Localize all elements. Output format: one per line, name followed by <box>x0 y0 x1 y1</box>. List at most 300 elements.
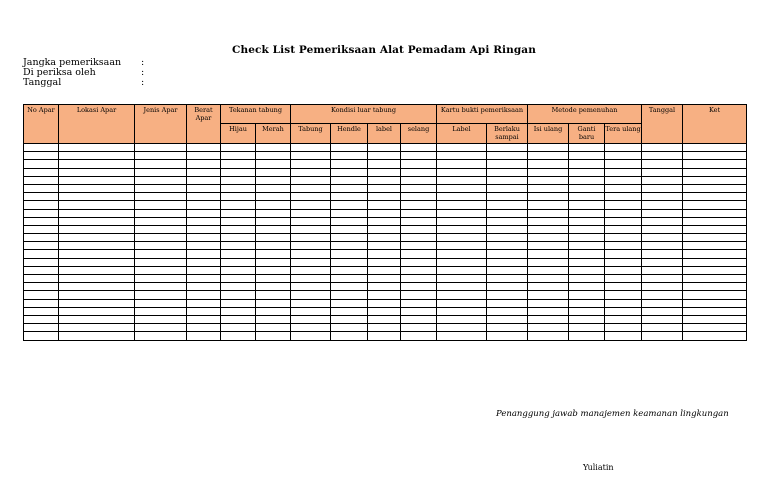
table-row <box>24 283 747 291</box>
table-row <box>24 217 747 225</box>
table-cell <box>683 291 747 299</box>
table-cell <box>24 315 59 323</box>
table-cell <box>437 283 487 291</box>
table-cell <box>401 217 437 225</box>
table-cell <box>683 283 747 291</box>
table-cell <box>24 152 59 160</box>
table-cell <box>401 332 437 340</box>
table-cell <box>437 299 487 307</box>
table-cell <box>642 250 683 258</box>
table-cell <box>24 201 59 209</box>
table-cell <box>221 176 256 184</box>
table-cell <box>528 324 569 332</box>
table-cell <box>24 225 59 233</box>
table-cell <box>487 152 528 160</box>
table-cell <box>368 193 401 201</box>
header-tekanan: Tekanan tabung <box>221 105 291 124</box>
table-cell <box>642 176 683 184</box>
table-cell <box>528 209 569 217</box>
table-cell <box>291 193 331 201</box>
table-cell <box>528 234 569 242</box>
table-cell <box>331 266 368 274</box>
table-cell <box>642 291 683 299</box>
table-cell <box>569 234 605 242</box>
table-cell <box>401 168 437 176</box>
subheader-tera-ulang: Tera ulang <box>605 124 642 144</box>
table-row <box>24 176 747 184</box>
table-cell <box>331 193 368 201</box>
table-cell <box>528 250 569 258</box>
table-cell <box>437 184 487 192</box>
table-cell <box>135 168 187 176</box>
table-cell <box>401 209 437 217</box>
table-cell <box>437 193 487 201</box>
table-cell <box>331 201 368 209</box>
table-cell <box>256 184 291 192</box>
table-cell <box>331 324 368 332</box>
table-cell <box>331 209 368 217</box>
table-cell <box>437 234 487 242</box>
table-row <box>24 225 747 233</box>
table-cell <box>437 225 487 233</box>
table-cell <box>401 225 437 233</box>
table-cell <box>528 291 569 299</box>
table-cell <box>291 168 331 176</box>
table-cell <box>642 242 683 250</box>
table-cell <box>528 275 569 283</box>
checklist-table <box>23 104 747 341</box>
table-cell <box>569 291 605 299</box>
table-cell <box>368 242 401 250</box>
table-cell <box>642 266 683 274</box>
table-cell <box>368 234 401 242</box>
table-cell <box>642 234 683 242</box>
table-cell <box>437 201 487 209</box>
table-cell <box>256 258 291 266</box>
table-row <box>24 168 747 176</box>
table-cell <box>642 209 683 217</box>
table-cell <box>487 168 528 176</box>
table-cell <box>256 160 291 168</box>
table-cell <box>683 315 747 323</box>
table-cell <box>256 234 291 242</box>
subheader-tabung: Tabung <box>291 124 331 144</box>
table-cell <box>437 160 487 168</box>
table-cell <box>569 275 605 283</box>
table-cell <box>368 266 401 274</box>
table-cell <box>135 291 187 299</box>
table-cell <box>487 266 528 274</box>
table-cell <box>605 217 642 225</box>
table-cell <box>24 160 59 168</box>
table-cell <box>59 144 135 152</box>
table-cell <box>401 144 437 152</box>
table-cell <box>368 258 401 266</box>
table-cell <box>368 209 401 217</box>
table-cell <box>368 176 401 184</box>
table-cell <box>569 250 605 258</box>
table-row <box>24 299 747 307</box>
table-cell <box>291 332 331 340</box>
table-cell <box>24 176 59 184</box>
table-cell <box>528 242 569 250</box>
table-cell <box>437 332 487 340</box>
table-cell <box>437 242 487 250</box>
table-cell <box>569 209 605 217</box>
table-cell <box>221 201 256 209</box>
table-cell <box>59 176 135 184</box>
table-cell <box>135 209 187 217</box>
table-cell <box>487 324 528 332</box>
table-cell <box>487 217 528 225</box>
table-cell <box>642 160 683 168</box>
table-cell <box>24 283 59 291</box>
table-cell <box>368 332 401 340</box>
table-cell <box>256 299 291 307</box>
table-cell <box>437 250 487 258</box>
table-cell <box>256 217 291 225</box>
table-cell <box>221 266 256 274</box>
table-cell <box>291 299 331 307</box>
table-cell <box>569 193 605 201</box>
table-cell <box>331 275 368 283</box>
table-cell <box>135 176 187 184</box>
table-cell <box>221 242 256 250</box>
table-cell <box>221 332 256 340</box>
table-cell <box>437 209 487 217</box>
table-cell <box>187 275 221 283</box>
table-row <box>24 324 747 332</box>
table-cell <box>487 315 528 323</box>
table-cell <box>605 307 642 315</box>
table-cell <box>331 217 368 225</box>
table-cell <box>569 144 605 152</box>
table-cell <box>569 152 605 160</box>
table-cell <box>221 315 256 323</box>
responsible-party-label: Penanggung jawab manajemen keamanan lingkungan <box>496 409 729 419</box>
table-cell <box>528 152 569 160</box>
table-cell <box>401 234 437 242</box>
table-cell <box>642 315 683 323</box>
table-cell <box>642 258 683 266</box>
table-cell <box>528 315 569 323</box>
table-cell <box>683 234 747 242</box>
table-cell <box>187 258 221 266</box>
table-cell <box>605 332 642 340</box>
table-cell <box>528 266 569 274</box>
table-cell <box>437 291 487 299</box>
table-cell <box>683 250 747 258</box>
table-cell <box>291 201 331 209</box>
table-cell <box>187 209 221 217</box>
table-cell <box>683 193 747 201</box>
table-cell <box>135 234 187 242</box>
table-cell <box>256 266 291 274</box>
table-cell <box>368 307 401 315</box>
table-cell <box>331 242 368 250</box>
table-cell <box>569 307 605 315</box>
table-row <box>24 144 747 152</box>
table-cell <box>642 283 683 291</box>
table-cell <box>59 324 135 332</box>
table-cell <box>528 258 569 266</box>
table-cell <box>642 152 683 160</box>
table-cell <box>401 242 437 250</box>
field-period-colon: : <box>141 57 145 68</box>
table-cell <box>187 217 221 225</box>
table-cell <box>569 324 605 332</box>
table-cell <box>401 315 437 323</box>
table-cell <box>24 144 59 152</box>
table-cell <box>683 266 747 274</box>
table-cell <box>569 315 605 323</box>
table-cell <box>605 283 642 291</box>
table-cell <box>135 283 187 291</box>
table-cell <box>187 315 221 323</box>
table-cell <box>187 225 221 233</box>
table-cell <box>528 201 569 209</box>
table-cell <box>605 152 642 160</box>
table-cell <box>605 193 642 201</box>
table-cell <box>401 275 437 283</box>
table-cell <box>605 291 642 299</box>
table-cell <box>187 291 221 299</box>
table-cell <box>605 184 642 192</box>
table-cell <box>487 242 528 250</box>
header-metode: Metode pemenuhan <box>528 105 642 124</box>
table-cell <box>291 144 331 152</box>
table-cell <box>187 144 221 152</box>
table-cell <box>24 332 59 340</box>
table-cell <box>256 176 291 184</box>
table-cell <box>487 144 528 152</box>
table-cell <box>487 332 528 340</box>
table-cell <box>256 201 291 209</box>
table-cell <box>59 201 135 209</box>
table-cell <box>642 299 683 307</box>
table-cell <box>187 299 221 307</box>
table-row <box>24 307 747 315</box>
table-cell <box>683 144 747 152</box>
table-cell <box>291 234 331 242</box>
table-cell <box>221 217 256 225</box>
table-cell <box>331 283 368 291</box>
field-date <box>23 78 223 88</box>
table-cell <box>135 332 187 340</box>
table-cell <box>221 299 256 307</box>
page-title: Check List Pemeriksaan Alat Pemadam Api Ringan <box>232 44 536 56</box>
table-cell <box>221 160 256 168</box>
table-cell <box>187 193 221 201</box>
table-cell <box>291 266 331 274</box>
table-cell <box>605 209 642 217</box>
table-cell <box>368 324 401 332</box>
table-cell <box>187 184 221 192</box>
table-cell <box>487 283 528 291</box>
table-cell <box>528 307 569 315</box>
table-cell <box>187 266 221 274</box>
table-cell <box>135 275 187 283</box>
table-cell <box>331 307 368 315</box>
table-cell <box>569 217 605 225</box>
subheader-merah: Merah <box>256 124 291 144</box>
header-berat: Berat Apar <box>187 105 221 144</box>
table-cell <box>368 275 401 283</box>
table-cell <box>605 225 642 233</box>
table-cell <box>331 250 368 258</box>
table-cell <box>331 144 368 152</box>
table-cell <box>487 160 528 168</box>
table-cell <box>291 225 331 233</box>
table-cell <box>528 176 569 184</box>
table-cell <box>368 201 401 209</box>
table-cell <box>401 250 437 258</box>
table-cell <box>569 225 605 233</box>
table-cell <box>135 152 187 160</box>
table-cell <box>291 160 331 168</box>
table-cell <box>437 307 487 315</box>
table-cell <box>683 242 747 250</box>
subheader-hijau: Hijau <box>221 124 256 144</box>
table-cell <box>368 184 401 192</box>
table-cell <box>59 307 135 315</box>
table-cell <box>59 275 135 283</box>
table-cell <box>437 275 487 283</box>
table-cell <box>24 168 59 176</box>
table-cell <box>642 332 683 340</box>
table-cell <box>187 152 221 160</box>
table-cell <box>401 160 437 168</box>
table-cell <box>683 258 747 266</box>
signer-name: Yuliatin <box>583 463 614 472</box>
subheader-ganti-baru: Ganti baru <box>569 124 605 144</box>
table-cell <box>368 291 401 299</box>
table-cell <box>528 299 569 307</box>
table-cell <box>59 315 135 323</box>
table-cell <box>331 315 368 323</box>
table-cell <box>487 193 528 201</box>
table-cell <box>401 258 437 266</box>
table-cell <box>221 225 256 233</box>
table-cell <box>331 168 368 176</box>
table-cell <box>135 201 187 209</box>
table-cell <box>291 152 331 160</box>
table-cell <box>368 152 401 160</box>
table-cell <box>487 225 528 233</box>
table-cell <box>642 217 683 225</box>
table-cell <box>256 144 291 152</box>
table-cell <box>135 217 187 225</box>
table-cell <box>487 258 528 266</box>
header-kondisi: Kondisi luar tabung <box>291 105 437 124</box>
table-cell <box>642 307 683 315</box>
table-cell <box>368 283 401 291</box>
table-cell <box>528 168 569 176</box>
table-cell <box>569 168 605 176</box>
subheader-label-kondisi: label <box>368 124 401 144</box>
field-date-label: Tanggal <box>23 77 62 88</box>
table-cell <box>221 152 256 160</box>
table-cell <box>605 299 642 307</box>
table-cell <box>487 184 528 192</box>
table-cell <box>605 144 642 152</box>
table-cell <box>528 217 569 225</box>
table-cell <box>221 291 256 299</box>
table-cell <box>683 184 747 192</box>
table-cell <box>683 225 747 233</box>
table-cell <box>487 201 528 209</box>
table-cell <box>487 291 528 299</box>
table-cell <box>187 283 221 291</box>
table-cell <box>331 291 368 299</box>
table-cell <box>24 242 59 250</box>
table-cell <box>528 184 569 192</box>
table-cell <box>368 168 401 176</box>
table-cell <box>221 184 256 192</box>
table-cell <box>135 315 187 323</box>
table-cell <box>487 234 528 242</box>
table-cell <box>24 234 59 242</box>
table-cell <box>642 201 683 209</box>
table-cell <box>401 307 437 315</box>
table-cell <box>437 144 487 152</box>
table-cell <box>683 168 747 176</box>
subheader-berlaku: Berlaku sampai <box>487 124 528 144</box>
table-cell <box>683 160 747 168</box>
table-cell <box>24 291 59 299</box>
table-cell <box>569 332 605 340</box>
table-cell <box>683 176 747 184</box>
table-cell <box>24 209 59 217</box>
header-no: No Apar <box>24 105 59 144</box>
table-cell <box>605 168 642 176</box>
table-cell <box>331 299 368 307</box>
subheader-selang: selang <box>401 124 437 144</box>
table-row <box>24 184 747 192</box>
table-cell <box>683 201 747 209</box>
field-period-label: Jangka pemeriksaan <box>23 57 122 68</box>
table-cell <box>256 193 291 201</box>
table-cell <box>437 217 487 225</box>
table-cell <box>683 299 747 307</box>
table-cell <box>187 234 221 242</box>
table-cell <box>331 225 368 233</box>
table-cell <box>135 258 187 266</box>
table-cell <box>24 184 59 192</box>
table-cell <box>331 184 368 192</box>
table-cell <box>331 152 368 160</box>
table-cell <box>642 324 683 332</box>
table-row <box>24 209 747 217</box>
table-cell <box>528 193 569 201</box>
table-cell <box>135 193 187 201</box>
table-cell <box>291 283 331 291</box>
table-cell <box>291 291 331 299</box>
table-cell <box>221 275 256 283</box>
inspection-info <box>23 58 223 88</box>
table-cell <box>642 184 683 192</box>
table-cell <box>642 144 683 152</box>
table-cell <box>437 315 487 323</box>
table-cell <box>528 332 569 340</box>
header-ket: Ket <box>683 105 747 144</box>
table-cell <box>256 250 291 258</box>
table-cell <box>291 217 331 225</box>
table-cell <box>135 324 187 332</box>
table-cell <box>642 168 683 176</box>
table-cell <box>401 193 437 201</box>
table-cell <box>401 291 437 299</box>
